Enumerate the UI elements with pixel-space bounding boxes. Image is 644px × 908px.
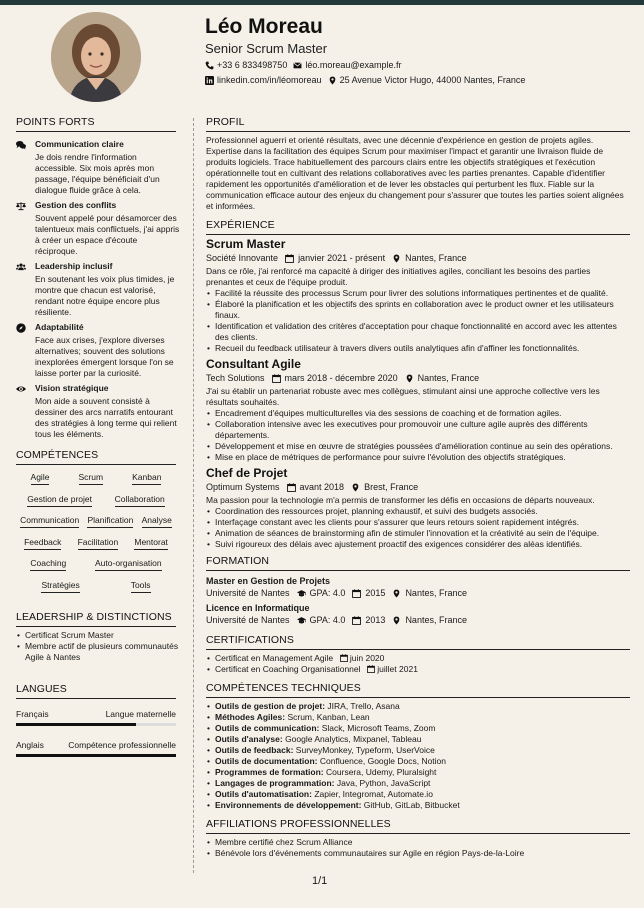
experience-title: EXPÉRIENCE [206, 219, 630, 235]
calendar-icon [352, 616, 361, 625]
list-item: • Identification et validation des critères d'acceptation pour chaque fonctionnalité en accord avec les attentes des clients. [206, 321, 630, 343]
profile-text: Professionnel aguerri et orienté résultats, avec une décennie d'expérience en gestion de projets agiles. Expertise dans la facilitation des équipes Scrum pour maximiser l'impact et garantir une livraison fluide de produits logiciels. Trace habituellement des parcours clairs entre les objectifs stratégiques et l'exécution opérationnelle tout en cultivant des relations collaboratives avec les parties prenantes. Capable d'identifier rapidement les opportunités d'amélioration et de lever les obstacles qui perturbent les flux. Fiable sur la communication efficace autour des enjeux du changement pour s'assurer que toutes les parties soient alignées et informées. [206, 135, 624, 211]
list-item: • Outils de communication: Slack, Microsoft Teams, Zoom [206, 723, 630, 734]
job-summary: J'ai su établir un partenariat robuste avec mes collègues, stimulant ainsi une approche collective vers les résultats souhaités. [206, 386, 600, 407]
strengths-title: POINTS FORTS [16, 116, 176, 132]
list-item: • Certificat en Management Agile juin 2020 [206, 653, 630, 664]
skill-tag: Stratégies [41, 580, 79, 593]
job-entry: Consultant Agile Tech Solutions mars 2018 - décembre 2020 Nantes, France J'ai su établir un partenariat robuste avec mes collègues, stimulant ainsi une approche collective vers les résultats souhaités. • Encadrement d'équipes multiculturelles via des sessions de coaching et de formation agiles. • Collaboration intensive avec les executives pour promouvoir une culture agile auprès des différents départements. • Développement et mise en œuvre de stratégies poussées d'amélioration continue au sein des opérations. • Mise en place de métriques de performance pour suivre l'évolution des objectifs stratégiques. [206, 357, 630, 463]
list-item: • Programmes de formation: Coursera, Udemy, Pluralsight [206, 767, 630, 778]
graduation-cap-icon [297, 589, 306, 598]
job-company: Tech Solutions [206, 373, 265, 383]
job-role: Consultant Agile [206, 357, 301, 371]
graduation-cap-icon [297, 616, 306, 625]
certifications-title: CERTIFICATIONS [206, 634, 630, 650]
list-item: • Élaboré la planification et les objectifs des sprints en collaboration avec le product owner et les utilisateurs finaux. [206, 299, 630, 321]
job-company: Société Innovante [206, 253, 279, 263]
skill-tag: Feedback [24, 537, 61, 550]
list-item: • Encadrement d'équipes multiculturelles via des sessions de coaching et de formation agiles. [206, 408, 630, 419]
skill-tag: Collaboration [115, 494, 165, 507]
job-entry: Chef de Projet Optimum Systems avant 2018 Brest, France Ma passion pour la technologie m'a permis de transformer les défis en occasions de départs nouveaux. • Coordination des ressources projet, planning exhaustif, et suivi des budgets associés. • Interfaçage constant avec les clients pour s'assurer que leurs retours soient rapidement intégrés. • Animation de séances de brainstorming afin de stimuler l'innovation et la créativité au sein de l'équipe. • Suivi rigoureux des délais avec ajustement proactif des exigences considérer des aléas identifiés. [206, 466, 630, 550]
strength-item: Gestion des conflits Souvent appelé pour désamorcer des talentueux mais conflictuels, j'ai appris à créer un espace d'écoute réciproque. [16, 200, 180, 257]
job-role: Scrum Master [206, 237, 286, 251]
list-item: • Environnements de développement: GitHub, GitLab, Bitbucket [206, 800, 630, 811]
address: 25 Avenue Victor Hugo, 44000 Nantes, France [328, 74, 526, 87]
list-item: • Facilité la réussite des processus Scrum pour livrer des solutions informatiques pertinentes et de qualité. [206, 288, 630, 299]
skill-tag: Scrum [79, 472, 104, 485]
list-item: • Membre certifié chez Scrum Alliance [206, 837, 630, 848]
users-icon [16, 262, 26, 272]
calendar-icon [367, 665, 375, 673]
language-level-bar [16, 754, 176, 757]
envelope-icon [293, 61, 302, 70]
balance-scale-icon [16, 201, 26, 211]
list-item: • Certificat en Coaching Organisationnel juillet 2021 [206, 664, 630, 675]
map-marker-icon [392, 616, 401, 625]
job-bullets [206, 288, 630, 354]
job-summary: Dans ce rôle, j'ai renforcé ma capacité à diriger des initiatives agiles, conciliant les besoins des parties prenantes et ceux de l'équipe produit. [206, 266, 591, 287]
linkedin[interactable]: linkedin.com/in/léomoreau [205, 74, 322, 87]
map-marker-icon [392, 254, 401, 263]
skill-tag: Coaching [30, 558, 66, 571]
email[interactable]: léo.moreau@example.fr [293, 59, 401, 72]
list-item: • Bénévole lors d'événements communautaires sur Agile en région Pays-de-la-Loire [206, 848, 630, 859]
strength-item: Adaptabilité Face aux crises, j'explore diverses alternatives; souvent des solutions inexplorées émergent lorsque l'on se laisse porter par la curiosité. [16, 322, 180, 379]
phone[interactable]: +33 6 833498750 [205, 59, 287, 72]
skill-tag: Tools [131, 580, 151, 593]
calendar-icon [272, 374, 281, 383]
job-summary: Ma passion pour la technologie m'a permis de transformer les défis en occasions de départs nouveaux. [206, 495, 595, 505]
linkedin-icon [205, 76, 214, 85]
list-item: • Outils d'analyse: Google Analytics, Mixpanel, Tableau [206, 734, 630, 745]
list-item: • Collaboration intensive avec les executives pour promouvoir une culture agile auprès des différents départements. [206, 419, 630, 441]
contact-row-1 [205, 59, 635, 72]
list-item: • Outils d'automatisation: Zapier, Integromat, Automate.io [206, 789, 630, 800]
skill-tag: Kanban [132, 472, 161, 485]
skills-title: COMPÉTENCES [16, 449, 176, 465]
leadership-title: LEADERSHIP & DISTINCTIONS [16, 611, 176, 627]
right-column [206, 116, 630, 859]
calendar-icon [287, 483, 296, 492]
languages-title: LANGUES [16, 683, 176, 699]
skill-tag: Planification [87, 515, 133, 528]
list-item: • Outils de gestion de projet: JIRA, Trello, Asana [206, 701, 630, 712]
list-item: • Certificat Scrum Master [16, 630, 180, 641]
job-bullets [206, 506, 630, 550]
left-column [16, 116, 180, 757]
column-divider [193, 118, 194, 873]
phone-icon [205, 61, 214, 70]
tech-skills-title: COMPÉTENCES TECHNIQUES [206, 682, 630, 698]
list-item: • Langages de programmation: Java, Python, JavaScript [206, 778, 630, 789]
education-title: FORMATION [206, 555, 630, 571]
job-bullets [206, 408, 630, 463]
list-item: • Interfaçage constant avec les clients pour s'assurer que leurs retours soient rapidement intégrés. [206, 517, 630, 528]
top-accent-bar [0, 0, 644, 5]
calendar-icon [285, 254, 294, 263]
calendar-icon [352, 589, 361, 598]
list-item: • Méthodes Agiles: Scrum, Kanban, Lean [206, 712, 630, 723]
list-item: • Mise en place de métriques de performance pour suivre l'évolution des objectifs stratégiques. [206, 452, 630, 463]
map-marker-icon [328, 76, 337, 85]
language-item: Anglais Compétence professionnelle [16, 740, 176, 757]
comments-icon [16, 140, 26, 150]
eye-icon [16, 384, 26, 394]
map-marker-icon [351, 483, 360, 492]
header [205, 14, 635, 87]
job-company: Optimum Systems [206, 482, 280, 492]
list-item: • Développement et mise en œuvre de stratégies poussées d'amélioration continue au sein des opérations. [206, 441, 630, 452]
calendar-icon [340, 654, 348, 662]
strength-item: Leadership inclusif En soutenant les voix plus timides, je montre que chacun est valorisé, rendant notre équipe encore plus résiliente. [16, 261, 180, 318]
job-title: Senior Scrum Master [205, 41, 328, 56]
skill-tag: Agile [31, 472, 50, 485]
affiliations-title: AFFILIATIONS PROFESSIONNELLES [206, 818, 630, 834]
job-role: Chef de Projet [206, 466, 288, 480]
skill-tag: Gestion de projet [27, 494, 92, 507]
leadership-list [16, 630, 180, 663]
list-item: • Recueil du feedback utilisateur à travers divers outils analytiques afin d'affiner les fonctionnalités. [206, 343, 630, 354]
skill-tag: Communication [20, 515, 79, 528]
map-marker-icon [392, 589, 401, 598]
strength-item: Vision stratégique Mon aide a souvent consisté à dessiner des arcs narratifs entourant des stratégies à long terme qui relient tous les éléments. [16, 383, 180, 440]
education-entry: Master en Gestion de Projets Université de Nantes GPA: 4.0 2015 Nantes, France [206, 576, 467, 598]
candidate-name: Léo Moreau [205, 15, 323, 38]
education-entry: Licence en Informatique Université de Nantes GPA: 4.0 2013 Nantes, France [206, 603, 467, 625]
skill-tag: Analyse [142, 515, 172, 528]
profile-title: PROFIL [206, 116, 630, 132]
page-number: 1/1 [312, 875, 328, 887]
list-item: • Coordination des ressources projet, planning exhaustif, et suivi des budgets associés. [206, 506, 630, 517]
list-item: • Animation de séances de brainstorming afin de stimuler l'innovation et la créativité au sein de l'équipe. [206, 528, 630, 539]
strength-item: Communication claire Je dois rendre l'information accessible. Six mois après mon passage, l'équipe bénéficiait d'un dialogue fluide grâce à cela. [16, 139, 180, 196]
job-entry: Scrum Master Société Innovante janvier 2021 - présent Nantes, France Dans ce rôle, j'ai renforcé ma capacité à diriger des initiatives agiles, conciliant les besoins des parties prenantes et ceux de l'équipe produit. • Facilité la réussite des processus Scrum pour livrer des solutions informatiques pertinentes et de qualité. • Élaboré la planification et les objectifs des sprints en collaboration avec le product owner et les utilisateurs finaux. • Identification et validation des critères d'acceptation pour chaque fonctionnalité en accord avec les attentes des clients. • Recueil du feedback utilisateur à travers divers outils analytiques afin d'affiner les fonctionnalités. [206, 237, 630, 354]
list-item: • Outils de documentation: Confluence, Google Docs, Notion [206, 756, 630, 767]
tech-skills-list [206, 701, 630, 811]
list-item: • Outils de feedback: SurveyMonkey, Typeform, UserVoice [206, 745, 630, 756]
skill-tag: Auto-organisation [95, 558, 162, 571]
language-item: Français Langue maternelle [16, 709, 176, 726]
list-item: • Suivi rigoureux des délais avec ajustement proactif des exigences considérer des aléas identifiés. [206, 539, 630, 550]
skill-tag: Facilitation [78, 537, 119, 550]
skill-tag: Mentorat [134, 537, 168, 550]
compass-icon [16, 323, 26, 333]
contact-row-2 [205, 74, 635, 87]
list-item: • Membre actif de plusieurs communautés Agile à Nantes [16, 641, 180, 663]
skills-grid [16, 472, 176, 593]
affiliations-list [206, 837, 630, 859]
certifications-list [206, 653, 630, 675]
avatar [51, 12, 141, 102]
language-level-bar [16, 723, 176, 726]
map-marker-icon [405, 374, 414, 383]
